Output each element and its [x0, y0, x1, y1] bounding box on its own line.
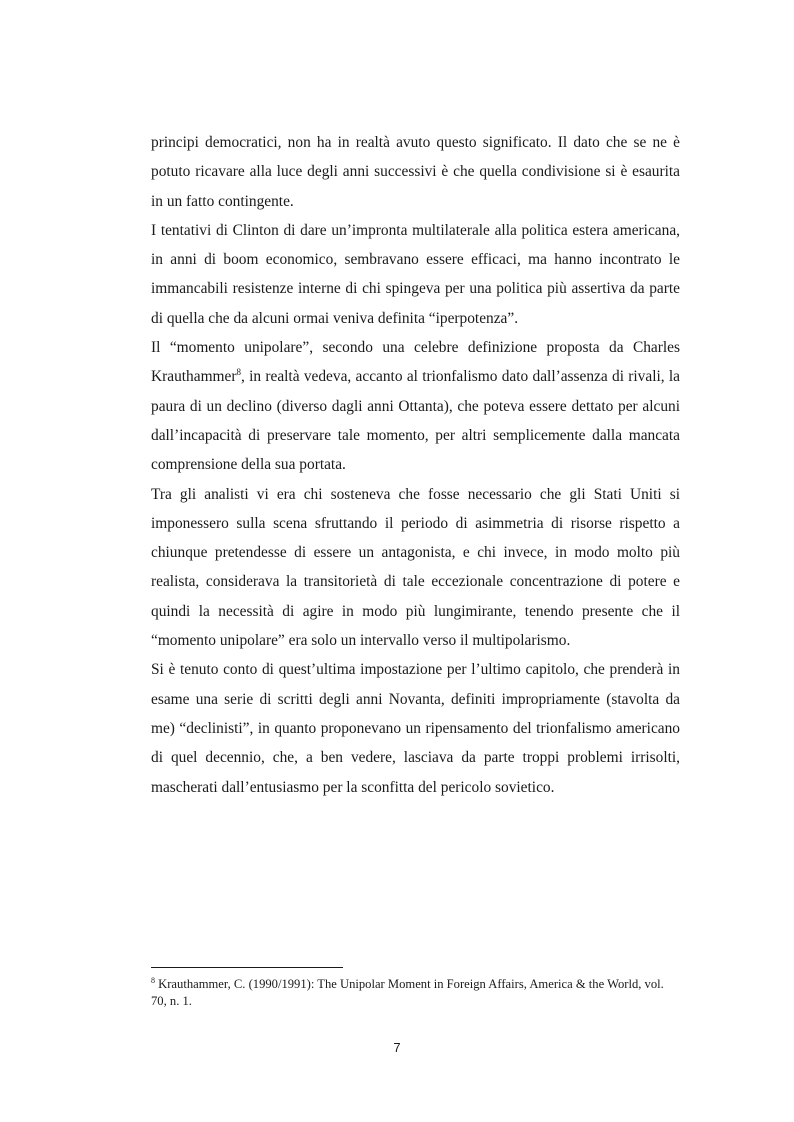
- footnote-separator: [151, 967, 343, 968]
- paragraph-text: Il “momento unipolare”, secondo una celebre definizione proposta da Charles Krauthammer: [151, 339, 680, 386]
- paragraph-text: , in realtà vedeva, accanto al trionfalismo dato dall’assenza di rivali, la paura di un declino (diverso dagli anni Ottanta), che poteva essere dettato per alcuni dall’incapacità di preservare tale momento, per altri semplicemente dalla mancata comprensione della sua portata.: [151, 368, 680, 474]
- footnote-text: Krauthammer, C. (1990/1991): The Unipolar Moment in Foreign Affairs, America & the World, vol. 70, n. 1.: [151, 977, 664, 1008]
- paragraph: I tentativi di Clinton di dare un’impronta multilaterale alla politica estera americana, in anni di boom economico, sembravano essere efficaci, ma hanno incontrato le immancabili resistenze interne di chi spingeva per una politica più assertiva da parte di quella che da alcuni ormai veniva definita “iperpotenza”.: [151, 221, 680, 327]
- paragraph: principi democratici, non ha in realtà avuto questo significato. Il dato che se ne è potuto ricavare alla luce degli anni successivi è che quella condivisione si è esaurita in un fatto contingente.: [151, 134, 680, 210]
- footnote-marker: 8: [151, 976, 155, 985]
- footnote-reference[interactable]: 8: [236, 367, 241, 378]
- paragraph: [151, 333, 680, 479]
- paragraph: Si è tenuto conto di quest’ultima impostazione per l’ultimo capitolo, che prenderà in esame una serie di scritti degli anni Novanta, definiti impropriamente (stavolta da me) “declinisti”, in quanto proponevano un ripensamento del trionfalismo americano di quel decennio, che, a ben vedere, lasciava da parte troppi problemi irrisolti, mascherati dall’entusiasmo per la sconfitta del pericolo sovietico.: [151, 661, 680, 796]
- page-number: 7: [393, 1040, 401, 1055]
- paragraph: Tra gli analisti vi era chi sosteneva che fosse necessario che gli Stati Uniti si imponessero sulla scena sfruttando il periodo di asimmetria di risorse rispetto a chiunque pretendesse di essere un antagonista, e chi invece, in modo molto più realista, considerava la transitorietà di tale eccezionale concentrazione di potere e quindi la necessità di agire in modo più lungimirante, tenendo presente che il “momento unipolare” era solo un intervallo verso il multipolarismo.: [151, 485, 680, 650]
- body-text: [151, 128, 680, 802]
- footnote: [151, 976, 680, 1010]
